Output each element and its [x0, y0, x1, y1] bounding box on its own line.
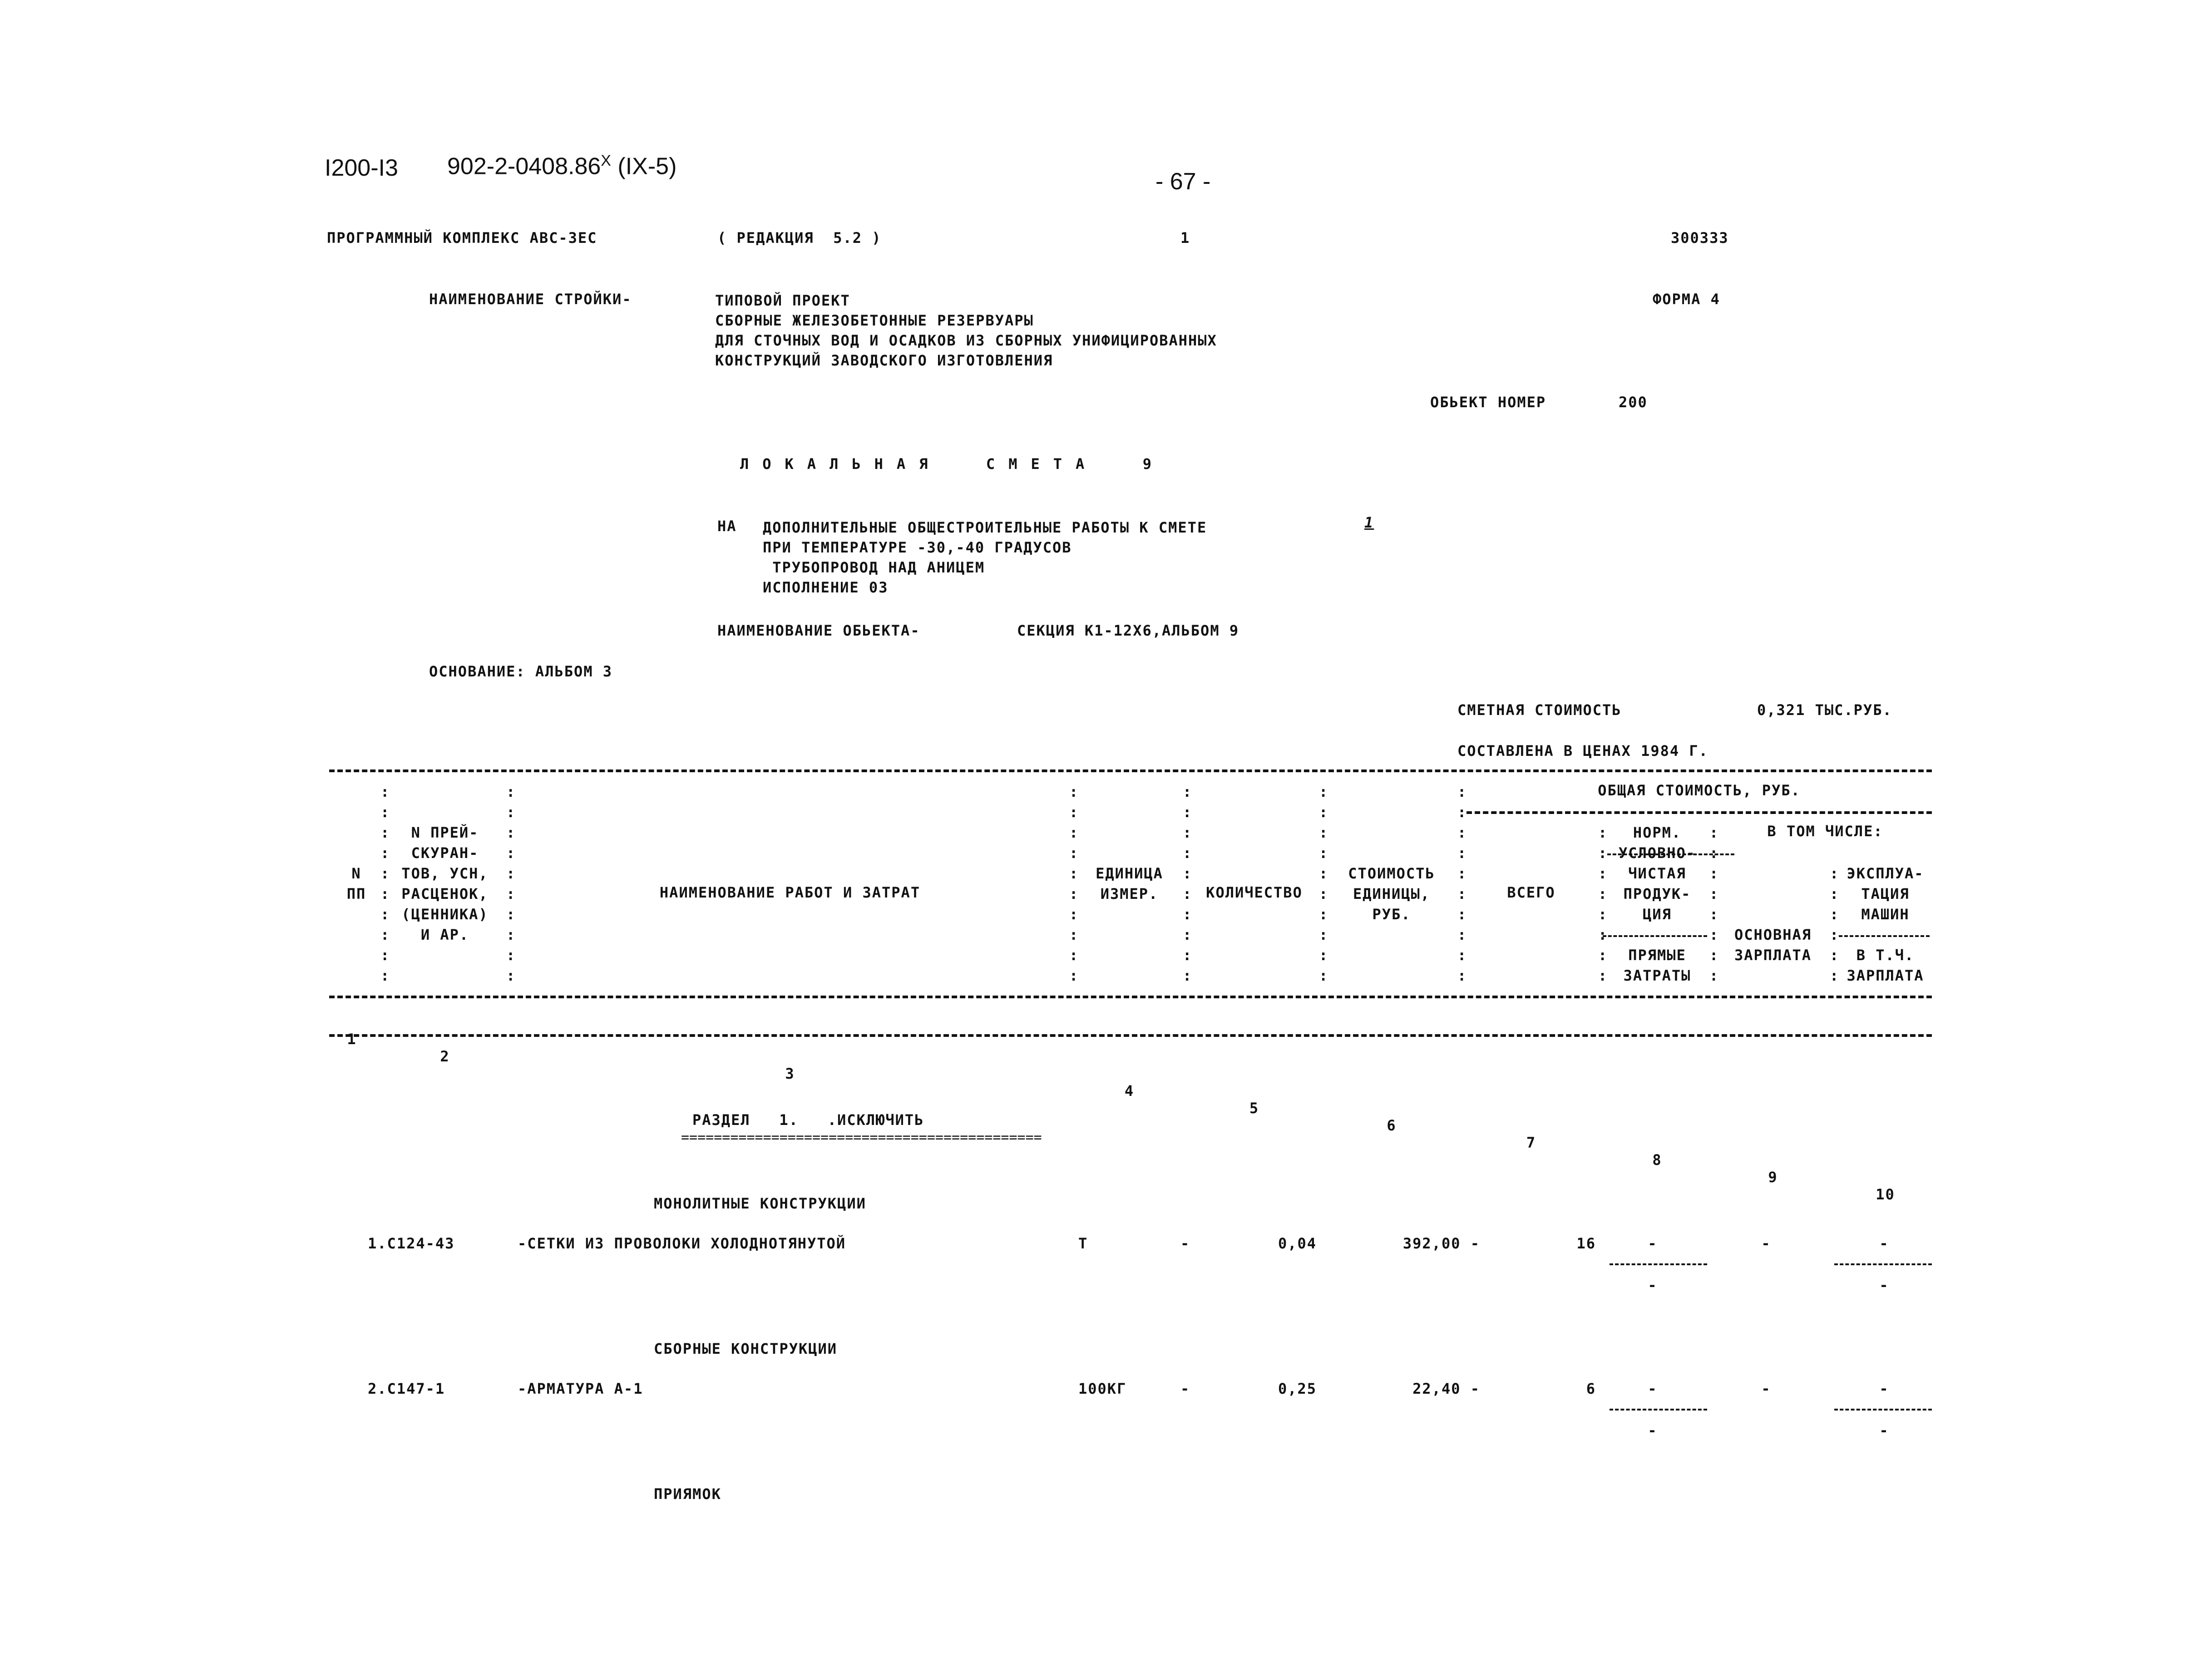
- table-top-rule: [329, 769, 1932, 772]
- row-code: 1.С124-43: [368, 1235, 455, 1252]
- header-total-group: ОБЩАЯ СТОИМОСТЬ, РУБ.: [1598, 782, 1801, 799]
- column-number: 5: [1249, 1100, 1259, 1117]
- header-salary-line: ЗАРПЛАТА: [1734, 947, 1812, 964]
- section-underline: ============================================: [681, 1129, 1042, 1145]
- estimate-title: ЛОКАЛЬНАЯ СМЕТА 9: [740, 455, 1165, 473]
- construction-line: КОНСТРУКЦИЙ ЗАВОДСКОГО ИЗГОТОВЛЕНИЯ: [715, 352, 1053, 369]
- header-unit-line: ИЗМЕР.: [1100, 885, 1159, 903]
- construction-label: НАИМЕНОВАНИЕ СТРОЙКИ-: [429, 291, 632, 308]
- header-salary-line: ОСНОВНАЯ: [1734, 926, 1812, 943]
- col-separator: : : : : : : : :: [1709, 824, 1718, 984]
- works-description: [763, 518, 1207, 597]
- row-subrule: [1610, 1263, 1707, 1265]
- row-code: 2.С147-1: [368, 1380, 445, 1397]
- header-code-line: И АР.: [420, 926, 469, 943]
- header-code-line: (ЦЕННИКА): [401, 906, 489, 923]
- row-unit-price: 22,40 -: [1412, 1380, 1480, 1397]
- row-norm: -: [1648, 1380, 1658, 1397]
- header-code-line: СКУРАН-: [411, 844, 479, 862]
- price-level: СОСТАВЛЕНА В ЦЕНАХ 1984 Г.: [1457, 742, 1708, 759]
- program-number: 1: [1180, 229, 1190, 247]
- header-n-line: N: [351, 865, 361, 882]
- header-code-line: N ПРЕЙ-: [411, 824, 479, 841]
- header-code-line: ТОВ, УСН,: [401, 865, 489, 882]
- header-norm-line: НОРМ.: [1633, 824, 1682, 841]
- program-code: 300333: [1671, 229, 1729, 247]
- works-line: ДОПОЛНИТЕЛЬНЫЕ ОБЩЕСТРОИТЕЛЬНЫЕ РАБОТЫ К СМЕТЕ: [763, 519, 1207, 536]
- works-line: ИСПОЛНЕНИЕ 03: [763, 579, 889, 596]
- object-number: 200: [1619, 394, 1648, 411]
- col-separator: : : : : : : : : : :: [1183, 783, 1192, 984]
- program-edition: ( РЕДАКЦИЯ 5.2 ): [717, 229, 882, 247]
- row-salary: -: [1761, 1235, 1771, 1252]
- row-work-name: -СЕТКИ ИЗ ПРОВОЛОКИ ХОЛОДНОТЯНУТОЙ: [518, 1235, 846, 1252]
- col-separator: : : : : : : : : : :: [506, 783, 515, 984]
- col-separator: : : : : : : : :: [1598, 824, 1607, 984]
- row-machine-sub: -: [1879, 1277, 1889, 1294]
- group-rule: [1466, 811, 1932, 814]
- document-code-main: 902-2-0408.86: [447, 153, 601, 180]
- works-prefix: НА: [717, 518, 737, 535]
- construction-line: ТИПОВОЙ ПРОЕКТ: [715, 292, 850, 309]
- header-work-name: НАИМЕНОВАНИЕ РАБОТ И ЗАТРАТ: [659, 884, 921, 901]
- header-direct-line: ПРЯМЫЕ: [1628, 947, 1686, 964]
- header-unit-line: ЕДИНИЦА: [1096, 865, 1163, 882]
- column-number: 9: [1768, 1169, 1778, 1186]
- column-number: 2: [440, 1048, 450, 1065]
- basis: ОСНОВАНИЕ: АЛЬБОМ 3: [429, 663, 613, 680]
- row-unit-dash: -: [1180, 1380, 1190, 1397]
- estimated-cost-label: СМЕТНАЯ СТОИМОСТЬ: [1457, 701, 1622, 719]
- estimated-cost-value: 0,321 ТЫС.РУБ.: [1757, 701, 1892, 719]
- header-machine-salary-line: В Т.Ч.: [1856, 947, 1915, 964]
- header-machine-salary-line: ЗАРПЛАТА: [1847, 967, 1924, 984]
- group-title: МОНОЛИТНЫЕ КОНСТРУКЦИИ: [654, 1195, 866, 1212]
- object-name-label: НАИМЕНОВАНИЕ ОБЬЕКТА-: [717, 622, 920, 639]
- row-work-name: -АРМАТУРА А-1: [518, 1380, 643, 1397]
- page-number: - 67 -: [1155, 168, 1211, 195]
- sheet-code: I200-I3: [325, 155, 398, 181]
- object-label: ОБЬЕКТ НОМЕР: [1430, 394, 1546, 411]
- group-title: СБОРНЫЕ КОНСТРУКЦИИ: [654, 1340, 838, 1357]
- header-code-line: РАСЦЕНОК,: [401, 885, 489, 903]
- numbers-bottom-rule: [329, 1034, 1932, 1037]
- header-machine-salary: [1839, 945, 1932, 986]
- header-norm: [1607, 823, 1707, 925]
- header-direct-line: ЗАТРАТЫ: [1623, 967, 1691, 984]
- column-number: 3: [785, 1065, 795, 1082]
- header-bottom-rule: [329, 996, 1932, 998]
- row-machine-sub: -: [1879, 1422, 1889, 1439]
- header-total: ВСЕГО: [1507, 884, 1555, 901]
- col-separator: : : : : : : : : : :: [1069, 783, 1078, 984]
- column-number: 10: [1876, 1186, 1895, 1203]
- header-norm-line: ПРОДУК-: [1623, 885, 1691, 903]
- column-number: 1: [347, 1031, 357, 1048]
- column-number: 4: [1124, 1082, 1135, 1100]
- row-norm-sub: -: [1648, 1277, 1658, 1294]
- row-norm: -: [1648, 1235, 1658, 1252]
- header-norm-line: УСЛОВНО-: [1618, 844, 1696, 862]
- object-name-value: СЕКЦИЯ К1-12Х6,АЛЬБОМ 9: [1017, 622, 1239, 639]
- row-unit: Т: [1078, 1235, 1088, 1252]
- norm-rule: [1603, 935, 1707, 937]
- header-salary: [1718, 925, 1827, 966]
- header-machines: [1839, 863, 1932, 925]
- column-number: 8: [1652, 1151, 1662, 1169]
- header-code: [388, 823, 502, 945]
- works-line: ПРИ ТЕМПЕРАТУРЕ -30,-40 ГРАДУСОВ: [763, 539, 1072, 556]
- row-unit-price: 392,00 -: [1402, 1235, 1480, 1252]
- row-norm-sub: -: [1648, 1422, 1658, 1439]
- header-quantity: КОЛИЧЕСТВО: [1206, 884, 1303, 901]
- header-price-line: СТОИМОСТЬ: [1348, 865, 1435, 882]
- header-machine-line: ТАЦИЯ: [1861, 885, 1910, 903]
- col-separator: : : : : : :: [1830, 865, 1839, 984]
- row-machine: -: [1879, 1380, 1889, 1397]
- header-price-line: РУБ.: [1372, 906, 1411, 923]
- row-subrule: [1834, 1263, 1932, 1265]
- section-title: РАЗДЕЛ 1. .ИСКЛЮЧИТЬ: [692, 1111, 924, 1129]
- header-n: [341, 863, 372, 904]
- construction-line: СБОРНЫЕ ЖЕЛЕЗОБЕТОННЫЕ РЕЗЕРВУАРЫ: [715, 312, 1034, 329]
- header-unit: [1078, 863, 1180, 904]
- header-price-line: ЕДИНИЦЫ,: [1353, 885, 1431, 903]
- works-line: ТРУБОПРОВОД НАД АНИЦЕМ: [763, 559, 985, 576]
- row-machine: -: [1879, 1235, 1889, 1252]
- estimate-reference: 1: [1364, 514, 1374, 531]
- row-unit: 100КГ: [1078, 1380, 1127, 1397]
- row-total: 6: [1586, 1380, 1596, 1397]
- column-number: 6: [1387, 1117, 1397, 1134]
- col-separator: : : : : : : : : : :: [1457, 783, 1466, 984]
- form-number: ФОРМА 4: [1653, 291, 1720, 308]
- program-name: ПРОГРАММНЫЙ КОМПЛЕКС АВС-ЗЕС: [327, 229, 597, 247]
- construction-line: ДЛЯ СТОЧНЫХ ВОД И ОСАДКОВ ИЗ СБОРНЫХ УНИФИЦИРОВАННЫХ: [715, 332, 1217, 349]
- row-salary: -: [1761, 1380, 1771, 1397]
- col-separator: : : : : : : : : : :: [1319, 783, 1328, 984]
- row-subrule: [1610, 1409, 1707, 1410]
- header-including: В ТОМ ЧИСЛЕ:: [1767, 823, 1883, 840]
- header-direct-costs: [1607, 945, 1707, 986]
- header-n-line: ПП: [346, 885, 366, 903]
- machine-rule: [1839, 935, 1930, 937]
- header-norm-line: ЧИСТАЯ: [1628, 865, 1686, 882]
- header-machine-line: МАШИН: [1861, 906, 1910, 923]
- group-title: ПРИЯМОК: [654, 1485, 721, 1503]
- col-separator: : : : : : : : : : :: [380, 783, 390, 984]
- row-quantity: 0,25: [1278, 1380, 1317, 1397]
- row-quantity: 0,04: [1278, 1235, 1317, 1252]
- row-subrule: [1834, 1409, 1932, 1410]
- row-total: 16: [1576, 1235, 1596, 1252]
- row-unit-dash: -: [1180, 1235, 1190, 1252]
- construction-name: [715, 291, 1217, 370]
- header-machine-line: ЭКСПЛУА-: [1847, 865, 1924, 882]
- document-code: [447, 152, 676, 180]
- document-code-superscript: X: [601, 152, 611, 169]
- header-norm-line: ЦИЯ: [1643, 906, 1672, 923]
- document-code-suffix: (IX-5): [617, 153, 677, 180]
- column-number: 7: [1526, 1134, 1536, 1151]
- header-unit-price: [1328, 863, 1455, 925]
